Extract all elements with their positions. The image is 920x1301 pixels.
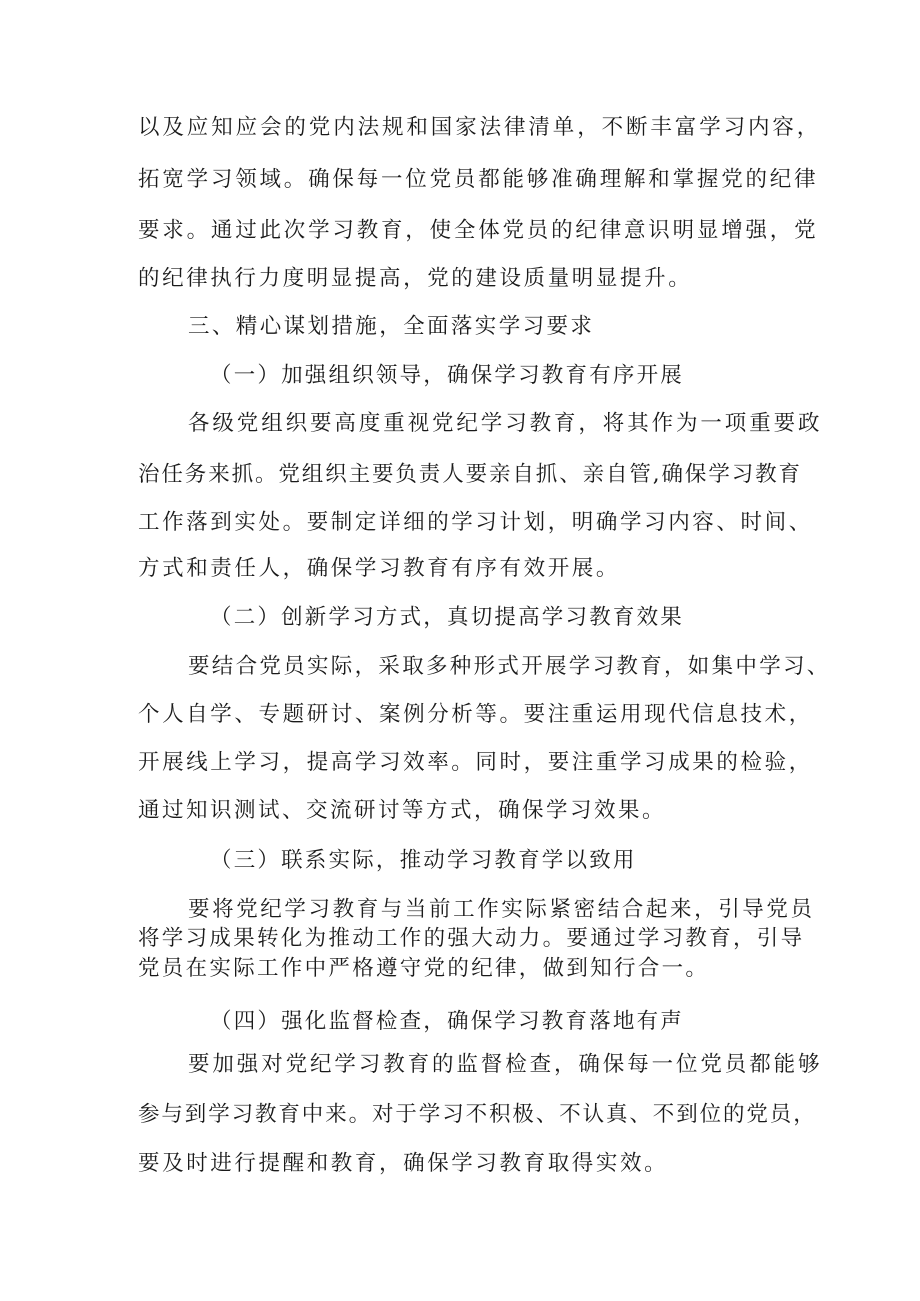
- paragraph-line: 的纪律执行力度明显提高，党的建设质量明显提升。: [138, 266, 693, 291]
- subsection-heading: （四）强化监督检查，确保学习教育落地有声: [210, 1009, 685, 1034]
- paragraph-line: 工作落到实处。要制定详细的学习计划，明确学习内容、时间、: [138, 510, 813, 535]
- paragraph-line: 通过知识测试、交流研讨等方式，确保学习效果。: [138, 798, 667, 823]
- paragraph-line: 以及应知应会的党内法规和国家法律清单，不断丰富学习内容，: [138, 115, 822, 140]
- paragraph-line: 要结合党员实际，采取多种形式开展学习教育，如集中学习、: [188, 654, 831, 679]
- paragraph-line: 将学习成果转化为推动工作的强大动力。要通过学习教育，引导: [138, 926, 805, 951]
- paragraph-line: 方式和责任人，确保学习教育有序有效开展。: [138, 556, 621, 581]
- paragraph-line: 治任务来抓。党组织主要负责人要亲自抓、亲自管,确保学习教育: [138, 462, 802, 487]
- subsection-heading: （二）创新学习方式，真切提高学习教育效果: [210, 605, 685, 630]
- paragraph-line: 各级党组织要高度重视党纪学习教育，将其作为一项重要政: [188, 411, 823, 436]
- paragraph-line: 要及时进行提醒和教育，确保学习教育取得实效。: [138, 1151, 669, 1176]
- paragraph-line: 党员在实际工作中严格遵守党的纪律，做到知行合一。: [138, 956, 710, 981]
- subsection-heading: （一）加强组织领导，确保学习教育有序开展: [210, 363, 685, 388]
- subsection-heading: （三）联系实际，推动学习教育学以致用: [210, 848, 637, 873]
- paragraph-line: 开展线上学习，提高学习效率。同时，要注重学习成果的检验，: [138, 750, 813, 775]
- paragraph-line: 要加强对党纪学习教育的监督检查，确保每一位党员都能够: [188, 1052, 823, 1077]
- section-heading: 三、精心谋划措施，全面落实学习要求: [188, 314, 595, 339]
- paragraph-line: 拓宽学习领域。确保每一位党员都能够准确理解和掌握党的纪律: [138, 167, 819, 192]
- paragraph-line: 要将党纪学习教育与当前工作实际紧密结合起来，引导党员: [188, 897, 815, 922]
- paragraph-line: 参与到学习教育中来。对于学习不积极、不认真、不到位的党员，: [138, 1102, 817, 1127]
- paragraph-line: 要求。通过此次学习教育，使全体党员的纪律意识明显增强，党: [138, 218, 819, 243]
- paragraph-line: 个人自学、专题研讨、案例分析等。要注重运用现代信息技术，: [138, 702, 813, 727]
